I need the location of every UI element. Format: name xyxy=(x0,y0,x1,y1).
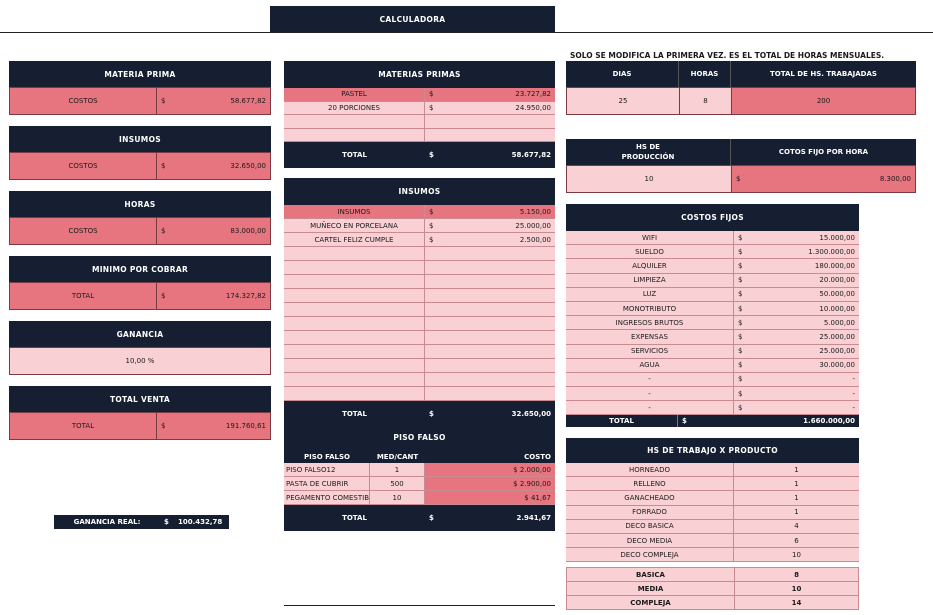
ganancia-real-label: GANANCIA REAL: xyxy=(73,518,141,526)
nivel-value[interactable]: 8 xyxy=(794,570,799,579)
table-row xyxy=(566,401,859,415)
table-row xyxy=(284,233,555,247)
table-row xyxy=(284,289,555,303)
hs-trabajo-value[interactable]: 1 xyxy=(794,479,799,488)
currency-sign: $ xyxy=(429,90,434,99)
insumo-name[interactable] xyxy=(284,345,425,358)
materia-name[interactable] xyxy=(284,129,425,142)
costo-fijo-name[interactable]: SUELDO xyxy=(566,245,734,258)
insumo-name[interactable]: CARTEL FELIZ CUMPLE xyxy=(284,233,425,246)
table-row xyxy=(284,491,555,505)
hs-trabajo-name[interactable]: GANACHEADO xyxy=(566,491,734,504)
hs-produccion-header-line1: HS DE xyxy=(636,143,660,151)
hs-trabajo-value[interactable]: 1 xyxy=(794,493,799,502)
total-hs-header: TOTAL DE HS. TRABAJADAS xyxy=(770,70,877,78)
hs-produccion-value[interactable]: 10 xyxy=(567,166,732,192)
table-row xyxy=(284,129,555,143)
hs-trabajo-name[interactable]: RELLENO xyxy=(566,477,734,490)
hs-produccion-header xyxy=(566,139,731,165)
table-row xyxy=(566,596,859,610)
ganancia-real-value[interactable]: 100.432,78 xyxy=(178,518,223,526)
table-row xyxy=(566,274,859,288)
currency-sign: $ xyxy=(429,221,434,230)
hs-trabajo-value[interactable]: 6 xyxy=(794,536,799,545)
dias-value[interactable]: 25 xyxy=(567,88,680,114)
table-row xyxy=(566,534,859,548)
table-row xyxy=(284,303,555,317)
table-row xyxy=(284,219,555,233)
table-row xyxy=(284,247,555,261)
table-row xyxy=(566,359,859,373)
table-row xyxy=(566,330,859,344)
currency-sign: $ xyxy=(738,375,743,384)
table-row xyxy=(566,491,859,505)
horas-mensuales-table xyxy=(566,61,916,115)
table-row xyxy=(284,373,555,387)
currency-sign: $ xyxy=(738,347,743,356)
currency-sign xyxy=(425,345,445,358)
nivel-value[interactable]: 10 xyxy=(791,584,802,593)
currency-sign: $ xyxy=(429,410,434,418)
currency-sign: $ xyxy=(738,332,743,341)
table-row xyxy=(284,205,555,219)
costo-fijo-value[interactable]: 30.000,00 xyxy=(819,361,855,370)
materias-primas-total-value[interactable]: 58.677,82 xyxy=(511,151,551,159)
insumos-total-value[interactable]: 32.650,00 xyxy=(511,410,551,418)
piso-falso-table xyxy=(284,425,555,531)
table-row xyxy=(284,88,555,102)
horas-label[interactable]: COSTOS xyxy=(10,218,157,244)
materia-name[interactable] xyxy=(284,115,425,128)
materia-value[interactable]: 23.727,82 xyxy=(515,90,551,99)
currency-sign xyxy=(425,289,445,302)
piso-falso-total-label: TOTAL xyxy=(342,514,367,522)
insumo-value[interactable]: 5.150,00 xyxy=(519,207,551,216)
table-row xyxy=(566,548,859,562)
insumo-name[interactable] xyxy=(284,247,425,260)
currency-sign xyxy=(425,331,445,344)
horas-card xyxy=(9,191,271,245)
table-row xyxy=(566,506,859,520)
materias-primas-total-label: TOTAL xyxy=(342,151,367,159)
table-row xyxy=(566,259,859,273)
currency-sign: $ xyxy=(682,417,687,426)
insumo-name[interactable] xyxy=(284,331,425,344)
piso-falso-total-value[interactable]: 2.941,67 xyxy=(516,514,551,522)
currency-sign xyxy=(425,387,445,400)
costo-fijo-name[interactable]: MONOTRIBUTO xyxy=(566,302,734,315)
hs-trabajo-name[interactable]: DECO BASICA xyxy=(566,520,734,533)
piso-falso-qty[interactable]: 1 xyxy=(370,463,425,476)
table-row xyxy=(566,582,859,596)
costo-fijo-value[interactable]: 180.000,00 xyxy=(814,261,855,270)
insumo-name[interactable] xyxy=(284,261,425,274)
piso-falso-header: PISO FALSO xyxy=(284,425,555,450)
insumo-name[interactable] xyxy=(284,289,425,302)
currency-sign: $ xyxy=(161,422,166,430)
table-row xyxy=(284,102,555,116)
costo-fijo-value[interactable]: 15.000,00 xyxy=(819,233,855,242)
piso-falso-col3: COSTO xyxy=(524,452,551,461)
currency-sign: $ xyxy=(164,518,169,526)
insumo-value[interactable] xyxy=(445,275,555,288)
materia-prima-header: MATERIA PRIMA xyxy=(9,61,271,87)
total-venta-value[interactable]: 191.760,61 xyxy=(225,422,266,430)
currency-sign: $ xyxy=(429,207,434,216)
insumo-name[interactable] xyxy=(284,317,425,330)
piso-falso-item[interactable]: PEGAMENTO COMESTIB xyxy=(284,491,370,504)
nivel-value[interactable]: 14 xyxy=(791,598,802,607)
currency-sign: $ xyxy=(738,304,743,313)
costo-fijo-value[interactable]: 10.000,00 xyxy=(819,304,855,313)
costo-fijo-value[interactable]: 5.000,00 xyxy=(823,318,855,327)
table-row xyxy=(566,567,859,582)
currency-sign: $ xyxy=(161,227,166,235)
insumo-name[interactable] xyxy=(284,359,425,372)
total-venta-card xyxy=(9,386,271,440)
hs-trabajo-header: HS DE TRABAJO X PRODUCTO xyxy=(566,438,859,463)
table-row xyxy=(284,463,555,477)
currency-sign: $ xyxy=(738,247,743,256)
insumo-value[interactable] xyxy=(445,373,555,386)
costo-fijo-name[interactable]: - xyxy=(566,387,734,400)
table-row xyxy=(566,387,859,401)
costo-fijo-name[interactable]: - xyxy=(566,373,734,386)
insumo-value[interactable] xyxy=(445,359,555,372)
niveles-table xyxy=(566,567,859,610)
materia-prima-label[interactable]: COSTOS xyxy=(10,88,157,114)
materia-prima-card xyxy=(9,61,271,115)
table-row xyxy=(566,477,859,491)
page-title xyxy=(270,6,555,32)
costo-fijo-name[interactable]: LUZ xyxy=(566,288,734,301)
hs-trabajo-name[interactable]: HORNEADO xyxy=(566,463,734,476)
top-divider xyxy=(0,32,933,33)
table-row xyxy=(284,345,555,359)
total-venta-label[interactable]: TOTAL xyxy=(10,413,157,439)
insumos-table-header: INSUMOS xyxy=(284,178,555,205)
hs-trabajo-value[interactable]: 4 xyxy=(794,522,799,531)
materia-value[interactable]: 24.950,00 xyxy=(515,103,551,112)
table-row xyxy=(566,302,859,316)
hs-trabajo-table xyxy=(566,438,859,562)
currency-sign: $ xyxy=(738,276,743,285)
currency-sign: $ xyxy=(161,162,166,170)
costo-fijo-value[interactable]: 25.000,00 xyxy=(819,347,855,356)
piso-falso-qty[interactable]: 500 xyxy=(370,477,425,490)
costo-fijo-value[interactable]: 50.000,00 xyxy=(819,290,855,299)
currency-sign: $ xyxy=(429,103,434,112)
costo-fijo-name[interactable]: LIMPIEZA xyxy=(566,274,734,287)
page-title-text: CALCULADORA xyxy=(379,14,446,24)
total-venta-header: TOTAL VENTA xyxy=(9,386,271,412)
nivel-name[interactable]: MEDIA xyxy=(567,582,735,595)
table-row xyxy=(284,477,555,491)
costo-fijo-name[interactable]: SERVICIOS xyxy=(566,345,734,358)
horas-header: HORAS xyxy=(679,61,731,87)
costos-fijos-table xyxy=(566,204,859,427)
total-hs-value[interactable]: 200 xyxy=(732,88,915,114)
table-row xyxy=(566,520,859,534)
costo-fijo-value[interactable]: 1.300.000,00 xyxy=(808,247,855,256)
table-row xyxy=(566,288,859,302)
currency-sign: $ xyxy=(429,235,434,244)
currency-sign xyxy=(425,359,445,372)
costo-fijo-name[interactable]: EXPENSAS xyxy=(566,330,734,343)
table-row xyxy=(566,345,859,359)
costo-fijo-value[interactable]: - xyxy=(852,389,855,398)
costos-fijos-header: COSTOS FIJOS xyxy=(566,204,859,231)
currency-sign xyxy=(425,129,445,142)
currency-sign xyxy=(425,317,445,330)
hs-trabajo-name[interactable]: DECO MEDIA xyxy=(566,534,734,547)
currency-sign xyxy=(425,247,445,260)
table-row xyxy=(566,245,859,259)
insumo-name[interactable] xyxy=(284,303,425,316)
insumo-value[interactable]: 2.500,00 xyxy=(519,235,551,244)
insumo-name[interactable]: INSUMOS xyxy=(284,205,425,218)
materia-prima-value[interactable]: 58.677,82 xyxy=(230,97,266,105)
currency-sign: $ xyxy=(161,292,166,300)
piso-falso-item[interactable]: PASTA DE CUBRIR xyxy=(284,477,370,490)
insumo-value[interactable] xyxy=(445,345,555,358)
table-row xyxy=(566,316,859,330)
hs-trabajo-value[interactable]: 1 xyxy=(794,508,799,517)
insumos-card xyxy=(9,126,271,180)
insumos-total-label: TOTAL xyxy=(342,410,367,418)
minimo-card xyxy=(9,256,271,310)
insumo-name[interactable] xyxy=(284,387,425,400)
minimo-header: MINIMO POR COBRAR xyxy=(9,256,271,282)
minimo-value[interactable]: 174.327,82 xyxy=(225,292,266,300)
piso-falso-cost[interactable]: $ 2.900,00 xyxy=(425,477,555,490)
piso-falso-item[interactable]: PISO FALSO12 xyxy=(284,463,370,476)
produccion-table xyxy=(566,139,916,193)
hs-trabajo-value[interactable]: 10 xyxy=(792,550,801,559)
materia-name[interactable]: 20 PORCIONES xyxy=(284,102,425,115)
costo-fijo-value[interactable]: 20.000,00 xyxy=(819,276,855,285)
table-row xyxy=(566,463,859,477)
materia-value[interactable] xyxy=(445,129,555,142)
horas-value[interactable]: 8 xyxy=(680,88,732,114)
currency-sign: $ xyxy=(736,175,741,183)
table-row xyxy=(284,115,555,129)
currency-sign xyxy=(425,303,445,316)
costo-fijo-name[interactable]: - xyxy=(566,401,734,414)
materia-name[interactable]: PASTEL xyxy=(284,88,425,101)
piso-falso-cost[interactable]: $ 41,67 xyxy=(425,491,555,504)
insumo-name[interactable]: MUÑECO EN PORCELANA xyxy=(284,219,425,232)
costo-fijo-name[interactable]: WIFI xyxy=(566,231,734,244)
currency-sign xyxy=(425,261,445,274)
costos-fijos-total-value[interactable]: 1.660.000,00 xyxy=(803,417,855,426)
costo-fijo-name[interactable]: ALQUILER xyxy=(566,259,734,272)
insumo-name[interactable] xyxy=(284,275,425,288)
piso-falso-col1: PISO FALSO xyxy=(303,452,350,461)
currency-sign: $ xyxy=(738,389,743,398)
costo-fijo-value[interactable]: - xyxy=(852,375,855,384)
insumos-header: INSUMOS xyxy=(9,126,271,152)
table-row xyxy=(284,275,555,289)
costo-fijo-hora-value[interactable]: 8.300,00 xyxy=(879,175,911,183)
currency-sign xyxy=(425,373,445,386)
horas-value[interactable]: 83.000,00 xyxy=(230,227,266,235)
currency-sign: $ xyxy=(738,318,743,327)
table-row xyxy=(284,261,555,275)
costo-fijo-name[interactable]: INGRESOS BRUTOS xyxy=(566,316,734,329)
materias-primas-header: MATERIAS PRIMAS xyxy=(284,61,555,88)
nivel-name[interactable]: COMPLEJA xyxy=(567,596,735,609)
insumo-value[interactable] xyxy=(445,289,555,302)
insumo-value[interactable] xyxy=(445,247,555,260)
table-row xyxy=(566,373,859,387)
hs-produccion-header-line2: PRODUCCIÓN xyxy=(621,153,675,161)
currency-sign: $ xyxy=(738,361,743,370)
currency-sign: $ xyxy=(429,514,434,522)
materia-value[interactable] xyxy=(445,115,555,128)
currency-sign: $ xyxy=(738,261,743,270)
piso-falso-cost[interactable]: $ 2.000,00 xyxy=(425,463,555,476)
costo-fijo-value[interactable]: - xyxy=(852,403,855,412)
currency-sign: $ xyxy=(738,233,743,242)
table-row xyxy=(566,231,859,245)
horas-header: HORAS xyxy=(9,191,271,217)
costo-fijo-name[interactable]: AGUA xyxy=(566,359,734,372)
materias-primas-table xyxy=(284,61,555,168)
ganancia-header: GANANCIA xyxy=(9,321,271,347)
table-row xyxy=(284,317,555,331)
note-text: SOLO SE MODIFICA LA PRIMERA VEZ. ES EL TOTAL DE HORAS MENSUALES. xyxy=(570,51,885,60)
hs-trabajo-name[interactable]: DECO COMPLEJA xyxy=(566,548,734,561)
costo-fijo-hora-header: COTOS FIJO POR HORA xyxy=(778,148,869,156)
currency-sign: $ xyxy=(738,403,743,412)
dias-header: DIAS xyxy=(566,61,679,87)
insumo-value[interactable] xyxy=(445,387,555,400)
insumos-value[interactable]: 32.650,00 xyxy=(230,162,266,170)
insumo-value[interactable] xyxy=(445,303,555,316)
currency-sign xyxy=(425,275,445,288)
table-row xyxy=(284,387,555,401)
minimo-label[interactable]: TOTAL xyxy=(10,283,157,309)
insumo-value[interactable] xyxy=(445,331,555,344)
currency-sign: $ xyxy=(738,290,743,299)
hs-trabajo-value[interactable]: 1 xyxy=(794,465,799,474)
bottom-divider xyxy=(284,605,555,606)
hs-trabajo-name[interactable]: FORRADO xyxy=(566,506,734,519)
insumo-value[interactable] xyxy=(445,261,555,274)
costo-fijo-value[interactable]: 25.000,00 xyxy=(819,332,855,341)
piso-falso-qty[interactable]: 10 xyxy=(370,491,425,504)
insumo-name[interactable] xyxy=(284,373,425,386)
costos-fijos-total-label: TOTAL xyxy=(566,415,678,427)
piso-falso-col2: MED/CANT xyxy=(376,452,419,461)
insumos-table xyxy=(284,178,555,427)
currency-sign: $ xyxy=(161,97,166,105)
currency-sign: $ xyxy=(429,151,434,159)
insumo-value[interactable]: 25.000,00 xyxy=(515,221,551,230)
currency-sign xyxy=(425,115,445,128)
table-row xyxy=(284,331,555,345)
ganancia-value[interactable]: 10,00 % xyxy=(125,357,155,365)
table-row xyxy=(284,359,555,373)
ganancia-card xyxy=(9,321,271,375)
insumos-label[interactable]: COSTOS xyxy=(10,153,157,179)
ganancia-real xyxy=(54,515,229,529)
nivel-name[interactable]: BASICA xyxy=(567,568,735,581)
insumo-value[interactable] xyxy=(445,317,555,330)
